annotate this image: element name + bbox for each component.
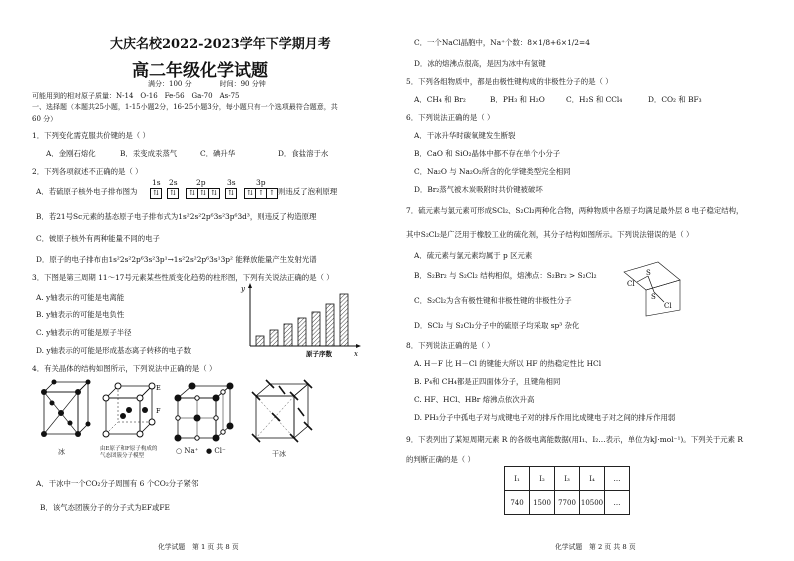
ionization-energy-table — [504, 466, 630, 515]
q2-option-b: B．若21号Sc元素的基态原子电子排布式为1s²2s²2p⁶3s²3p⁶3d³，则违反了构造原理 — [36, 212, 317, 221]
bar — [340, 294, 348, 346]
table-header-cell: … — [605, 467, 630, 491]
bar — [270, 330, 278, 346]
q3-option-d: D. y轴表示的可能是形成基态离子转移的电子数 — [36, 346, 191, 355]
orbital-box-1s: ⇅ — [150, 188, 161, 199]
q2-stem: 2．下列各项叙述不正确的是（ ） — [32, 167, 143, 176]
orbital-box-3s: ⇅ — [225, 188, 236, 199]
q7-option-b: B．S₂Br₂ 与 S₂Cl₂ 结构相似，熔沸点：S₂Br₂ > S₂Cl₂ — [414, 271, 597, 280]
q8-option-d: D. PH₃分子中孤电子对与成键电子对的排斥作用比成键电子对之间的排斥作用弱 — [414, 413, 676, 422]
nacl-structure-figure — [172, 380, 238, 444]
q3-option-c: C. y轴表示的可能是原子半径 — [36, 328, 132, 337]
score-time: 满分：100 分 时间：90 分钟 — [148, 80, 266, 88]
property-bar-chart — [238, 282, 366, 358]
caption-ice: 冰 — [58, 448, 65, 456]
q4-option-b: B．该气态团簇分子的分子式为EF或FE — [40, 503, 170, 512]
q8-option-b: B. P₄和 CH₄都是正四面体分子，且键角相同 — [414, 377, 561, 386]
q8-option-a: A. H－F 比 H－Cl 的键能大所以 HF 的热稳定性比 HCl — [414, 359, 602, 368]
q7-option-d: D．SCl₂ 与 S₂Cl₂分子中的硫原子均采取 sp³ 杂化 — [414, 321, 580, 330]
s2cl2-molecule-figure — [618, 258, 688, 318]
caption-dryice: 干冰 — [272, 450, 286, 458]
q1-option-c: C．碘升华 — [200, 149, 236, 158]
q4-option-c: C．一个NaCl晶胞中，Na⁺个数：8×1/8+6×1/2=4 — [414, 38, 590, 47]
q7-option-c: C．S₂Cl₂为含有极性键和非极性键的非极性分子 — [414, 296, 572, 305]
q7-option-a: A．硫元素与氯元素均属于 p 区元素 — [414, 251, 533, 260]
mol-cl-1: Cl — [627, 280, 635, 288]
q5-option-c: C．H₂S 和 CCl₄ — [566, 95, 623, 104]
section-one-cont: 60 分） — [32, 115, 58, 123]
caption-cluster: 由E原子和F原子构成的气态团簇分子模型 — [100, 446, 158, 459]
q5-option-b: B．PH₃ 和 H₂O — [490, 95, 545, 104]
label-E: E — [156, 384, 161, 392]
orbital-box-2s: ⇅ — [167, 188, 178, 199]
bar — [256, 336, 264, 346]
ice-structure-figure — [36, 378, 96, 448]
orbital-box-2p: ⇅ ⇅ ⇅ — [186, 188, 219, 199]
exam-title: 高二年级化学试题 — [132, 61, 268, 81]
axis-x-label: x — [354, 350, 358, 358]
cluster-molecule-figure — [100, 380, 160, 442]
q6-stem: 6．下列说法正确的是（ ） — [406, 113, 495, 122]
q5-option-a: A．CH₄ 和 Br₂ — [414, 95, 466, 104]
dry-ice-structure-figure — [248, 378, 316, 448]
legend-cl: ● Cl⁻ — [206, 447, 226, 455]
q6-option-b: B．CaO 和 SiO₂晶体中都不存在单个小分子 — [414, 149, 561, 158]
table-row — [505, 491, 630, 515]
q1-option-b: B．汞变成汞蒸气 — [120, 149, 178, 158]
q7-stem-2: 其中S₂Cl₂是广泛用于橡胶工业的硫化剂，其分子结构如图所示。下列说法错误的是（ ） — [406, 230, 694, 239]
q6-option-a: A．干冰升华时碳氧键发生断裂 — [414, 131, 516, 140]
table-cell: 7700 — [555, 491, 580, 515]
orbital-label-2s: 2s — [169, 178, 178, 187]
q2-option-a-post: 则违反了泡利原理 — [278, 187, 338, 196]
mol-s-1: S — [646, 269, 651, 277]
bar — [312, 312, 320, 346]
q6-option-c: C．Na₂O 与 Na₂O₂所含的化学键类型完全相同 — [414, 167, 571, 176]
q2-option-c: C．铍原子核外有两种能量不同的电子 — [36, 234, 160, 243]
q1-option-a: A．金刚石熔化 — [46, 149, 96, 158]
bar — [298, 318, 306, 346]
atomic-masses: 可能用到的相对原子质量：N-14 O-16 Fe-56 Ga-70 As-75 — [32, 92, 240, 100]
orbital-label-2p: 2p — [196, 178, 206, 187]
x-axis-title: 原子序数 — [306, 350, 332, 358]
q2-option-d: D．原子的电子排布由1s²2s²2p⁶3s²3p¹→1s²2s²2p⁶3s¹3p² 能释放能量产生发射光谱 — [36, 255, 317, 264]
table-cell: 740 — [505, 491, 530, 515]
orbital-box-3p: ⇅ ↑ ↑ — [244, 188, 277, 199]
q4-option-d: D．冰的熔沸点很高，是因为冰中有氢键 — [414, 59, 546, 68]
q6-option-d: D．Br₂蒸气被木炭吸附时共价键被破坏 — [414, 185, 543, 194]
bar — [326, 304, 334, 346]
q1-stem: 1．下列变化需克服共价键的是（ ） — [32, 131, 150, 140]
orbital-label-3s: 3s — [227, 178, 236, 187]
q4-option-a: A．干冰中一个CO₂分子周围有 6 个CO₂分子紧邻 — [36, 479, 199, 488]
table-cell: … — [605, 491, 630, 515]
bar — [284, 324, 292, 346]
q2-option-a-pre: A．若硫原子核外电子排布图为 — [36, 187, 138, 196]
table-header-cell: I₃ — [555, 467, 580, 491]
table-cell: 1500 — [530, 491, 555, 515]
table-header-cell: I₂ — [530, 467, 555, 491]
mol-cl-2: Cl — [664, 302, 672, 310]
q3-option-a: A. y轴表示的可能是电离能 — [36, 293, 125, 302]
q9-stem: 9．下表列出了某短周期元素 R 的各级电离能数据(用I₁、I₂…表示，单位为kJ·mol⁻¹)。下列关于元素 R — [406, 435, 743, 444]
school-title: 大庆名校2022-2023学年下学期月考 — [110, 37, 331, 52]
orbital-label-1s: 1s — [152, 178, 161, 187]
table-cell: 10500 — [580, 491, 605, 515]
q9-stem-2: 的判断正确的是（ ） — [406, 455, 475, 464]
mol-s-2: S — [651, 293, 656, 301]
q7-stem: 7．硫元素与氯元素可形成SCl₂、S₂Cl₂两种化合物，两种物质中各原子均满足最外层 8 电子稳定结构， — [406, 206, 744, 215]
q1-option-d: D．食盐溶于水 — [278, 149, 329, 158]
q4-stem: 4．有关晶体的结构如图所示，下列说法中正确的是（ ） — [32, 364, 217, 373]
table-header-row — [505, 467, 630, 491]
table-header-cell: I₁ — [505, 467, 530, 491]
q5-stem: 5．下列各组物质中，都是由极性键构成的非极性分子的是（ ） — [406, 77, 613, 86]
table-header-cell: I₄ — [580, 467, 605, 491]
q8-stem: 8．下列说法正确的是（ ） — [406, 341, 495, 350]
q3-stem: 3．下图是第三周期 11～17号元素某些性质变化趋势的柱形图，下列有关说法正确的是（ ） — [32, 273, 334, 282]
q3-option-b: B. y轴表示的可能是电负性 — [36, 310, 125, 319]
q5-option-d: D．CO₂ 和 BF₃ — [648, 95, 702, 104]
q8-option-c: C. HF、HCl、HBr 熔沸点依次升高 — [414, 395, 535, 404]
left-page-footer: 化学试题 第 1 页 共 8 页 — [158, 543, 239, 551]
section-one-heading: 一、选择题（本题共25小题，1-15小题2分，16-25小题3分，每小题只有一个选项最符合题意，共 — [32, 103, 338, 111]
axis-y-label: y — [241, 285, 245, 293]
orbital-label-3p: 3p — [256, 178, 266, 187]
label-F: F — [156, 407, 161, 415]
legend-na: ○ Na⁺ — [176, 447, 199, 455]
right-page-footer: 化学试题 第 2 页 共 8 页 — [555, 543, 636, 551]
